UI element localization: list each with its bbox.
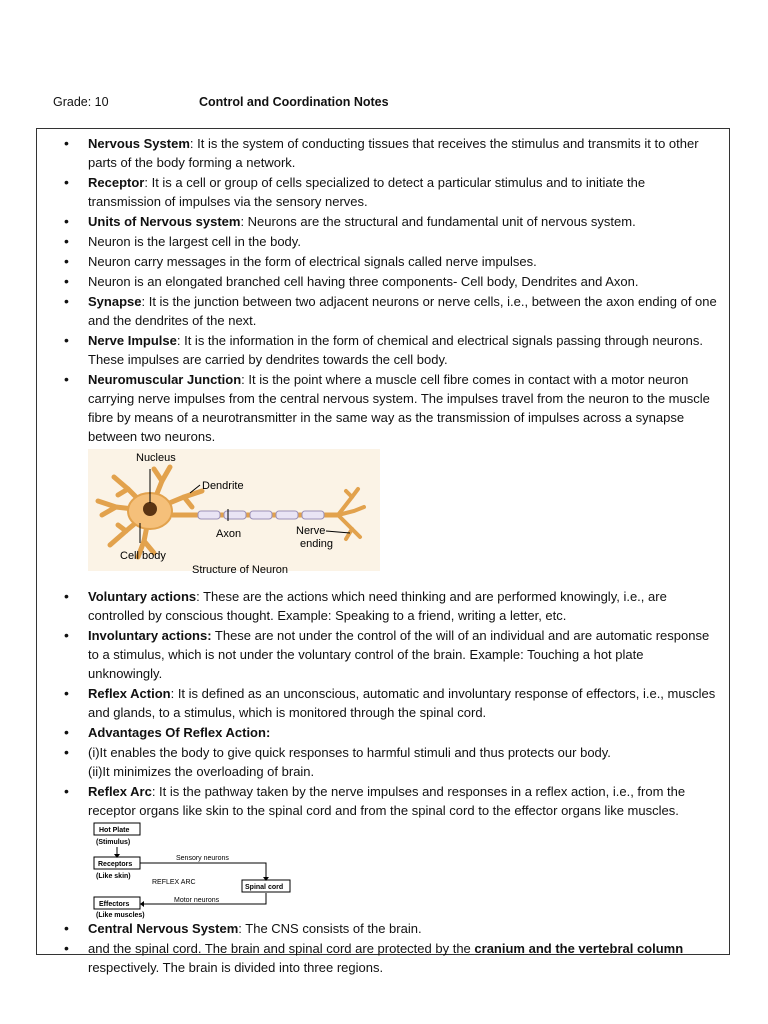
reflex-arc-label: REFLEX ARC xyxy=(152,879,196,886)
stimulus-label: (Stimulus) xyxy=(96,839,131,846)
grade-label: Grade: 10 xyxy=(53,95,109,109)
list-item: • Reflex Arc: It is the pathway taken by the nerve impulses and responses in a reflex action, i.e., from the receptor organs like skin to the spinal cord and from the spinal cord to the effector organs like muscles. xyxy=(37,782,727,820)
receptors-label: Receptors xyxy=(98,861,133,868)
neuron-figure-item xyxy=(37,447,727,586)
figure-caption: Structure of Neuron xyxy=(192,564,288,576)
reflex-arc-diagram xyxy=(88,821,294,919)
list-item: • Nervous System: It is the system of conducting tissues that receives the stimulus and transmits it to other parts of the body forming a network. xyxy=(37,134,727,172)
list-item: • Neuron is an elongated branched cell having three components- Cell body, Dendrites and Axon. xyxy=(37,272,727,291)
list-item: • Synapse: It is the junction between two adjacent neurons or nerve cells, i.e., between the axon ending of one and the dendrites of the next. xyxy=(37,292,727,330)
like-skin-label: (Like skin) xyxy=(96,873,131,880)
hot-plate-label: Hot Plate xyxy=(99,827,130,834)
nerve-ending-label: Nerve xyxy=(296,525,326,537)
reflex-figure-item xyxy=(37,821,727,918)
sensory-neurons-label: Sensory neurons xyxy=(176,855,229,862)
motor-neurons-label: Motor neurons xyxy=(174,897,220,904)
list-item: • Advantages Of Reflex Action: xyxy=(37,723,727,742)
page-title: Control and Coordination Notes xyxy=(199,95,389,109)
like-muscles-label: (Like muscles) xyxy=(96,912,145,919)
list-item: • (i)It enables the body to give quick responses to harmful stimuli and thus protects our body. (ii)It minimizes the overloading of brain. xyxy=(37,743,727,781)
list-item: • Involuntary actions: These are not under the control of the will of an individual and are automatic response to a stimulus, which is not under the voluntary control of the brain. Example: Touching a hot plate unknowingly. xyxy=(37,626,727,683)
list-item: • Neuron is the largest cell in the body. xyxy=(37,232,727,251)
list-item: • Neuron carry messages in the form of electrical signals called nerve impulses. xyxy=(37,252,727,271)
list-item: • Voluntary actions: These are the actions which need thinking and are performed knowingly, i.e., are controlled by conscious thought. Example: Speaking to a friend, writing a letter, etc. xyxy=(37,587,727,625)
list-item: • Units of Nervous system: Neurons are the structural and fundamental unit of nervous system. xyxy=(37,212,727,231)
notes-list xyxy=(37,134,727,978)
dendrite-label: Dendrite xyxy=(202,480,244,492)
effectors-label: Effectors xyxy=(99,901,130,908)
cell-body-label: Cell body xyxy=(120,550,166,562)
list-item: • Central Nervous System: The CNS consists of the brain. xyxy=(37,919,727,938)
list-item: • Receptor: It is a cell or group of cells specialized to detect a particular stimulus and to initiate the transmission of impulses via the sensory nerves. xyxy=(37,173,727,211)
axon-label: Axon xyxy=(216,528,242,540)
myelin-sheath xyxy=(198,511,324,519)
neuron-diagram xyxy=(88,449,380,575)
spinal-cord-label: Spinal cord xyxy=(245,884,284,891)
nucleus xyxy=(143,502,157,516)
list-item: • Neuromuscular Junction: It is the point where a muscle cell fibre comes in contact with a motor neuron carrying nerve impulses from the central nervous system. The impulses travel from the neuron to the muscle fibre by means of a neurotransmitter in the same way as the transmission of impulses across a synapse between two neurons. xyxy=(37,370,727,446)
notes-box xyxy=(36,128,730,975)
list-item: • Reflex Action: It is defined as an unconscious, automatic and involuntary response of effectors, i.e., muscles and glands, to a stimulus, which is monitored through the spinal cord. xyxy=(37,684,727,722)
nerve-ending-label-2: ending xyxy=(300,538,334,550)
nucleus-label: Nucleus xyxy=(136,452,176,464)
list-item: • Nerve Impulse: It is the information in the form of chemical and electrical signals passing through neurons. These impulses are carried by dendrites towards the cell body. xyxy=(37,331,727,369)
list-item: • and the spinal cord. The brain and spinal cord are protected by the cranium and the vertebral column respectively. The brain is divided into three regions. xyxy=(37,939,727,977)
